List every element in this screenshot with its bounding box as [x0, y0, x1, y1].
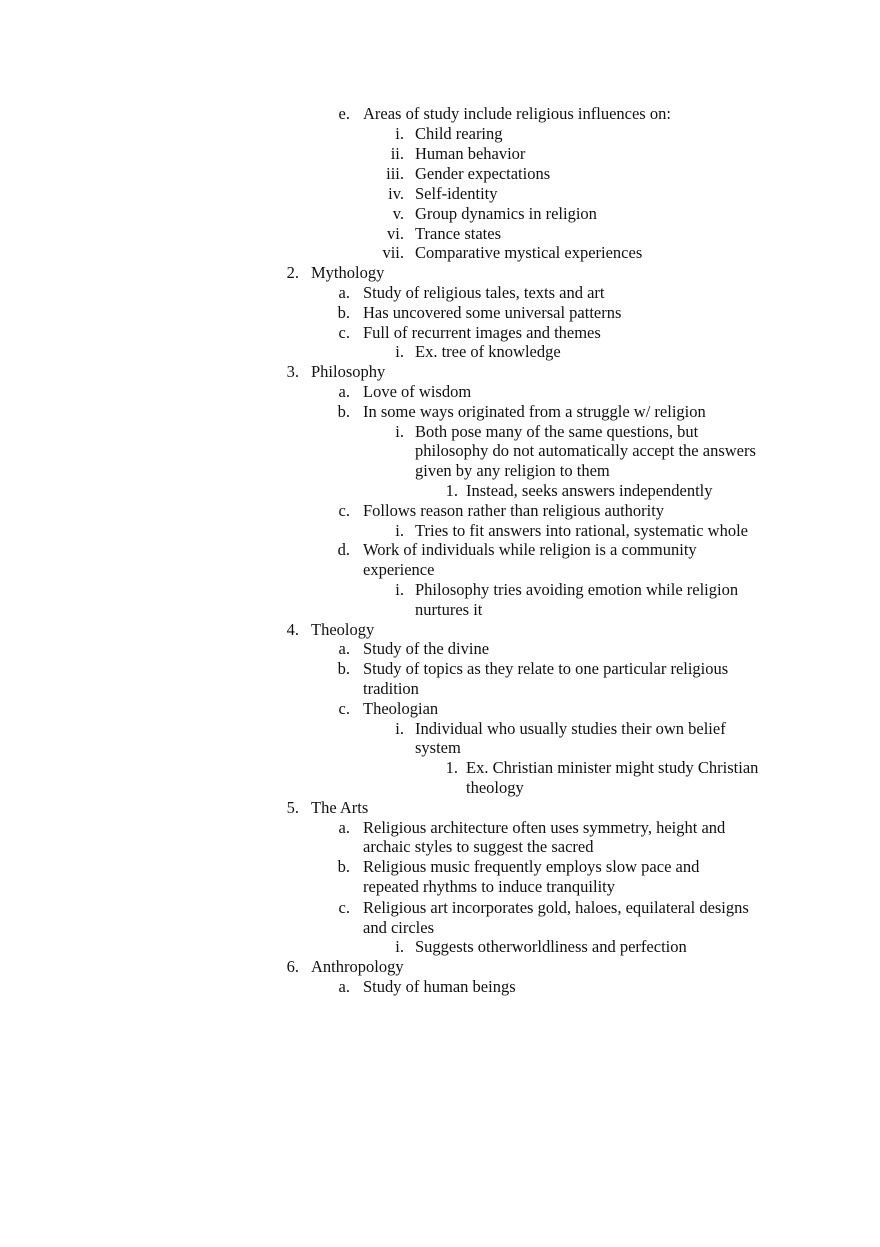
list-marker: b. — [337, 659, 350, 678]
list-marker: b. — [337, 402, 350, 421]
item-text: Religious music frequently employs slow pace and — [363, 857, 700, 876]
section-heading-theology — [280, 620, 375, 640]
item-text: Human behavior — [415, 144, 526, 163]
list-marker: 1. — [445, 758, 458, 777]
list-item — [330, 303, 622, 323]
section-title: Philosophy — [311, 362, 386, 381]
item-text: In some ways originated from a struggle w/ religion — [363, 402, 706, 421]
list-marker: i. — [395, 124, 404, 143]
item-text-continuation: repeated rhythms to induce tranquility — [363, 877, 616, 896]
list-marker: d. — [337, 540, 350, 559]
list-item — [370, 342, 561, 362]
item-text-continuation: experience — [363, 560, 435, 579]
item-text: Full of recurrent images and themes — [363, 323, 601, 342]
list-item — [330, 898, 749, 918]
outline-item-e — [330, 104, 671, 124]
item-text: Both pose many of the same questions, but — [415, 422, 699, 441]
item-text: Gender expectations — [415, 164, 551, 183]
item-text-continuation: theology — [466, 778, 524, 797]
item-text: Study of the divine — [363, 639, 490, 658]
list-marker: a. — [338, 818, 350, 837]
item-text: Areas of study include religious influences on: — [363, 104, 671, 123]
list-item — [330, 283, 605, 303]
list-item — [330, 699, 439, 719]
item-text: Ex. tree of knowledge — [415, 342, 561, 361]
list-marker: 1. — [445, 481, 458, 500]
list-item — [370, 243, 643, 263]
item-text: Child rearing — [415, 124, 503, 143]
list-marker: 4. — [286, 620, 299, 639]
item-text: Religious art incorporates gold, haloes, equilateral designs — [363, 898, 749, 917]
item-text: Study of religious tales, texts and art — [363, 283, 605, 302]
section-heading-the-arts — [280, 798, 369, 818]
list-item — [370, 422, 699, 442]
list-marker: v. — [392, 204, 404, 223]
list-item — [370, 164, 551, 184]
list-marker: 5. — [286, 798, 299, 817]
list-marker: vii. — [382, 243, 404, 262]
section-heading-philosophy — [280, 362, 386, 382]
list-item — [370, 144, 526, 164]
list-marker: ii. — [390, 144, 404, 163]
section-title: Mythology — [311, 263, 385, 282]
item-text: Theologian — [363, 699, 439, 718]
list-item — [330, 639, 490, 659]
list-item — [330, 402, 706, 422]
item-text-continuation: philosophy do not automatically accept the answers — [415, 441, 756, 460]
item-text: Tries to fit answers into rational, systematic whole — [415, 521, 749, 540]
list-item — [422, 481, 713, 501]
item-text-continuation: tradition — [363, 679, 419, 698]
list-marker: e. — [338, 104, 350, 123]
list-item — [330, 540, 697, 560]
list-marker: c. — [338, 323, 350, 342]
item-text: Ex. Christian minister might study Christian — [466, 758, 759, 777]
list-item — [422, 758, 759, 778]
list-item — [330, 659, 729, 679]
item-text: Study of topics as they relate to one particular religious — [363, 659, 729, 678]
item-text: Instead, seeks answers independently — [466, 481, 713, 500]
section-title: Anthropology — [311, 957, 404, 976]
item-text: Love of wisdom — [363, 382, 472, 401]
item-text: Self-identity — [415, 184, 498, 203]
item-text-continuation: nurtures it — [415, 600, 483, 619]
list-marker: iv. — [388, 184, 404, 203]
list-item — [370, 124, 503, 144]
list-item — [330, 818, 726, 838]
item-text: Philosophy tries avoiding emotion while religion — [415, 580, 739, 599]
list-marker: a. — [338, 283, 350, 302]
item-text: Individual who usually studies their own belief — [415, 719, 726, 738]
list-marker: a. — [338, 977, 350, 996]
section-heading-mythology — [280, 263, 385, 283]
list-marker: b. — [337, 303, 350, 322]
section-title: Theology — [311, 620, 375, 639]
list-marker: i. — [395, 342, 404, 361]
item-text-continuation: archaic styles to suggest the sacred — [363, 837, 594, 856]
list-item — [370, 580, 739, 600]
list-marker: 2. — [286, 263, 299, 282]
list-marker: iii. — [386, 164, 404, 183]
section-title: The Arts — [311, 798, 369, 817]
item-text-continuation: given by any religion to them — [415, 461, 610, 480]
list-marker: i. — [395, 937, 404, 956]
list-item — [330, 501, 665, 521]
list-marker: i. — [395, 580, 404, 599]
list-marker: 3. — [286, 362, 299, 381]
list-item — [370, 204, 597, 224]
item-text-continuation: and circles — [363, 918, 435, 937]
item-text: Trance states — [415, 224, 501, 243]
list-marker: b. — [337, 857, 350, 876]
list-item — [370, 937, 687, 957]
list-marker: a. — [338, 382, 350, 401]
list-item — [330, 323, 601, 343]
item-text: Has uncovered some universal patterns — [363, 303, 622, 322]
item-text: Work of individuals while religion is a community — [363, 540, 697, 559]
list-item — [370, 521, 749, 541]
item-text: Comparative mystical experiences — [415, 243, 643, 262]
item-text: Religious architecture often uses symmetry, height and — [363, 818, 726, 837]
item-text: Group dynamics in religion — [415, 204, 597, 223]
list-marker: vi. — [387, 224, 404, 243]
list-item — [370, 719, 726, 739]
item-text: Study of human beings — [363, 977, 516, 996]
list-item — [370, 184, 498, 204]
item-text: Follows reason rather than religious authority — [363, 501, 665, 520]
list-marker: i. — [395, 422, 404, 441]
list-marker: c. — [338, 501, 350, 520]
item-text-continuation: system — [415, 738, 461, 757]
list-marker: c. — [338, 898, 350, 917]
list-item — [370, 224, 501, 244]
list-marker: 6. — [286, 957, 299, 976]
list-item — [330, 977, 516, 997]
list-marker: a. — [338, 639, 350, 658]
list-marker: i. — [395, 719, 404, 738]
list-marker: i. — [395, 521, 404, 540]
item-text: Suggests otherworldliness and perfection — [415, 937, 687, 956]
section-heading-anthropology — [280, 957, 404, 977]
list-item — [330, 382, 472, 402]
list-marker: c. — [338, 699, 350, 718]
list-item — [330, 857, 700, 877]
